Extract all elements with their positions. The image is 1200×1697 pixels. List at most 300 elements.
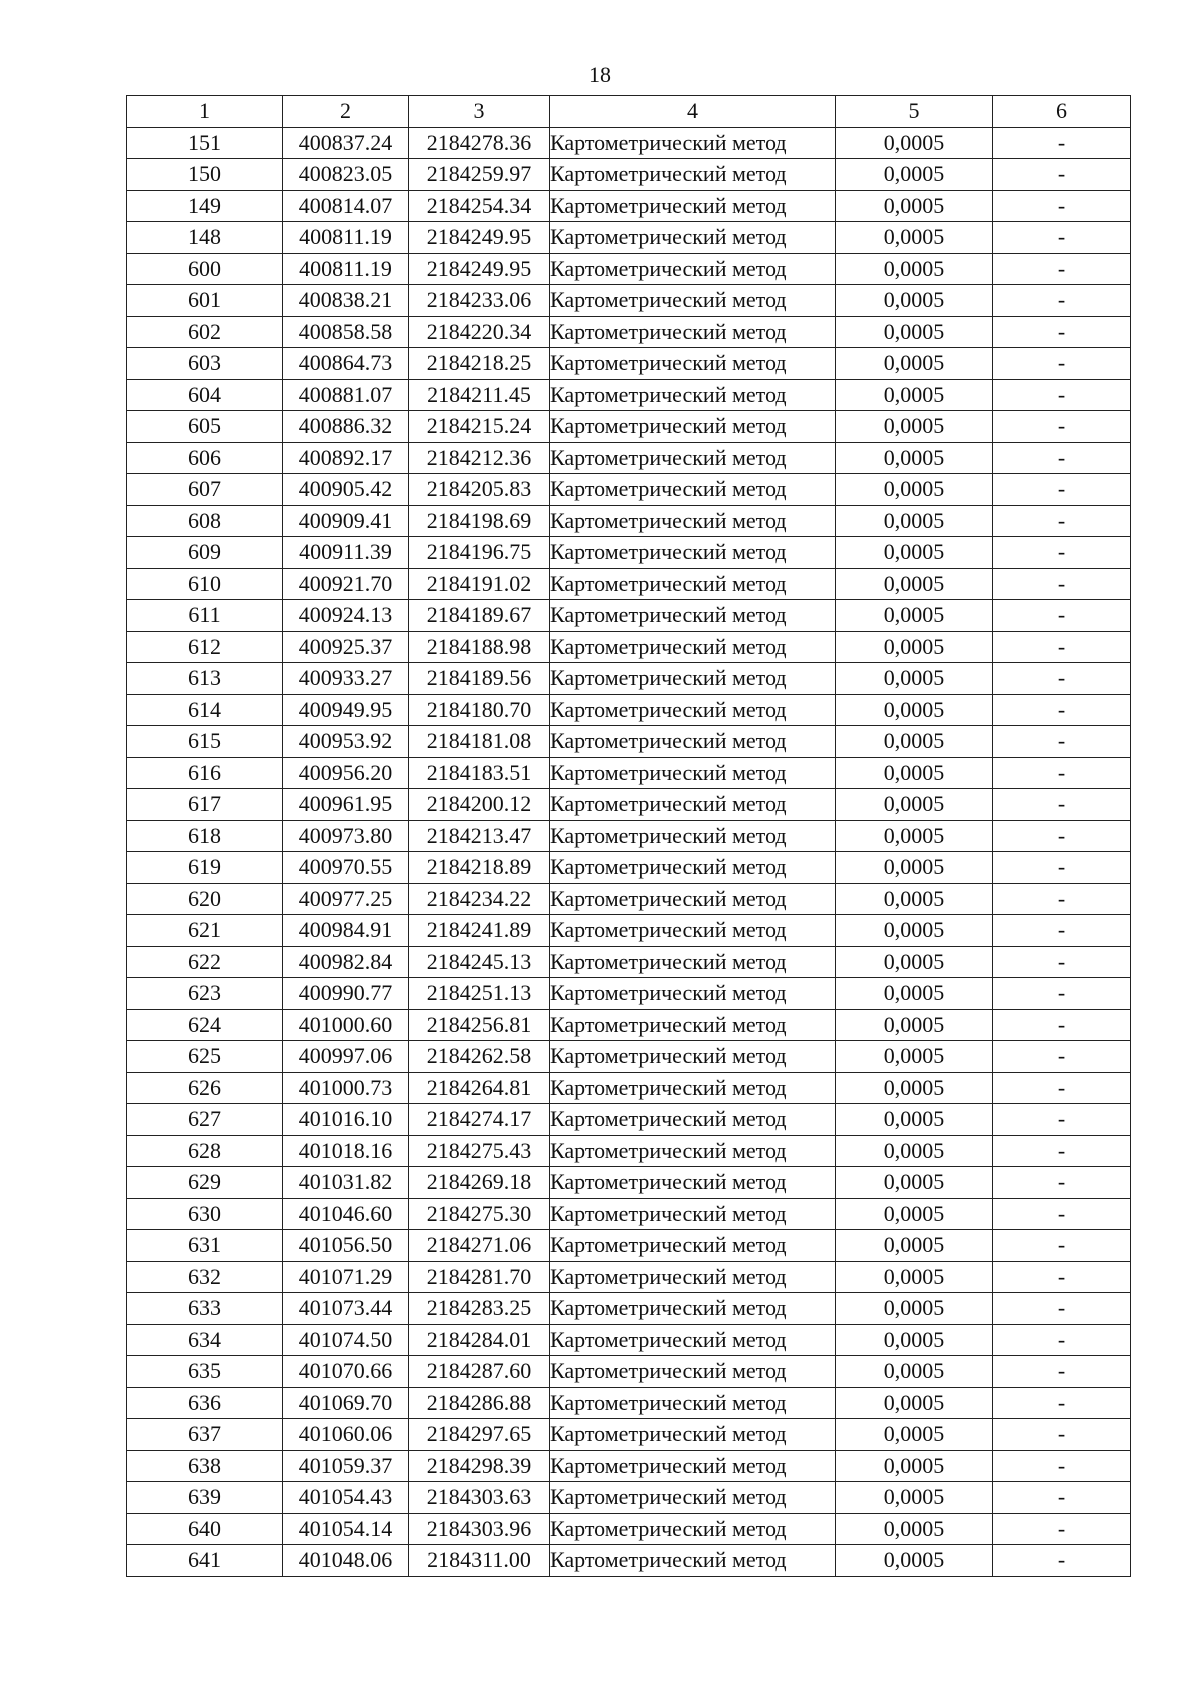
point-number-cell: 640 bbox=[127, 1513, 283, 1545]
note-cell: - bbox=[993, 1293, 1131, 1325]
table-row bbox=[127, 379, 1131, 411]
method-cell: Картометрический метод bbox=[550, 1419, 836, 1451]
x-coordinate-cell: 400933.27 bbox=[283, 663, 409, 695]
accuracy-cell: 0,0005 bbox=[836, 978, 993, 1010]
y-coordinate-cell: 2184303.96 bbox=[409, 1513, 550, 1545]
accuracy-cell: 0,0005 bbox=[836, 1135, 993, 1167]
y-coordinate-cell: 2184215.24 bbox=[409, 411, 550, 443]
method-cell: Картометрический метод bbox=[550, 852, 836, 884]
x-coordinate-cell: 400886.32 bbox=[283, 411, 409, 443]
note-cell: - bbox=[993, 694, 1131, 726]
point-number-cell: 637 bbox=[127, 1419, 283, 1451]
accuracy-cell: 0,0005 bbox=[836, 726, 993, 758]
method-cell: Картометрический метод bbox=[550, 253, 836, 285]
x-coordinate-cell: 400997.06 bbox=[283, 1041, 409, 1073]
method-cell: Картометрический метод bbox=[550, 1072, 836, 1104]
accuracy-cell: 0,0005 bbox=[836, 1198, 993, 1230]
accuracy-cell: 0,0005 bbox=[836, 1104, 993, 1136]
note-cell: - bbox=[993, 1072, 1131, 1104]
note-cell: - bbox=[993, 600, 1131, 632]
x-coordinate-cell: 400924.13 bbox=[283, 600, 409, 632]
y-coordinate-cell: 2184286.88 bbox=[409, 1387, 550, 1419]
point-number-cell: 622 bbox=[127, 946, 283, 978]
y-coordinate-cell: 2184213.47 bbox=[409, 820, 550, 852]
point-number-cell: 638 bbox=[127, 1450, 283, 1482]
y-coordinate-cell: 2184274.17 bbox=[409, 1104, 550, 1136]
point-number-cell: 627 bbox=[127, 1104, 283, 1136]
y-coordinate-cell: 2184256.81 bbox=[409, 1009, 550, 1041]
accuracy-cell: 0,0005 bbox=[836, 253, 993, 285]
x-coordinate-cell: 400911.39 bbox=[283, 537, 409, 569]
point-number-cell: 626 bbox=[127, 1072, 283, 1104]
note-cell: - bbox=[993, 1482, 1131, 1514]
note-cell: - bbox=[993, 1419, 1131, 1451]
y-coordinate-cell: 2184275.30 bbox=[409, 1198, 550, 1230]
y-coordinate-cell: 2184249.95 bbox=[409, 253, 550, 285]
x-coordinate-cell: 401060.06 bbox=[283, 1419, 409, 1451]
table-row bbox=[127, 1198, 1131, 1230]
table-row bbox=[127, 285, 1131, 317]
x-coordinate-cell: 400984.91 bbox=[283, 915, 409, 947]
method-cell: Картометрический метод bbox=[550, 1513, 836, 1545]
page-number: 18 bbox=[589, 62, 611, 87]
note-cell: - bbox=[993, 663, 1131, 695]
y-coordinate-cell: 2184303.63 bbox=[409, 1482, 550, 1514]
x-coordinate-cell: 401059.37 bbox=[283, 1450, 409, 1482]
note-cell: - bbox=[993, 1167, 1131, 1199]
x-coordinate-cell: 400953.92 bbox=[283, 726, 409, 758]
method-cell: Картометрический метод bbox=[550, 1545, 836, 1577]
x-coordinate-cell: 400970.55 bbox=[283, 852, 409, 884]
accuracy-cell: 0,0005 bbox=[836, 505, 993, 537]
point-number-cell: 620 bbox=[127, 883, 283, 915]
y-coordinate-cell: 2184218.89 bbox=[409, 852, 550, 884]
point-number-cell: 629 bbox=[127, 1167, 283, 1199]
table-row bbox=[127, 1009, 1131, 1041]
y-coordinate-cell: 2184191.02 bbox=[409, 568, 550, 600]
y-coordinate-cell: 2184180.70 bbox=[409, 694, 550, 726]
y-coordinate-cell: 2184278.36 bbox=[409, 127, 550, 159]
accuracy-cell: 0,0005 bbox=[836, 442, 993, 474]
accuracy-cell: 0,0005 bbox=[836, 285, 993, 317]
accuracy-cell: 0,0005 bbox=[836, 348, 993, 380]
y-coordinate-cell: 2184264.81 bbox=[409, 1072, 550, 1104]
note-cell: - bbox=[993, 1356, 1131, 1388]
note-cell: - bbox=[993, 316, 1131, 348]
header-row bbox=[127, 96, 1131, 128]
point-number-cell: 628 bbox=[127, 1135, 283, 1167]
method-cell: Картометрический метод bbox=[550, 568, 836, 600]
x-coordinate-cell: 400949.95 bbox=[283, 694, 409, 726]
point-number-cell: 621 bbox=[127, 915, 283, 947]
x-coordinate-cell: 401069.70 bbox=[283, 1387, 409, 1419]
note-cell: - bbox=[993, 852, 1131, 884]
y-coordinate-cell: 2184245.13 bbox=[409, 946, 550, 978]
table-row bbox=[127, 694, 1131, 726]
accuracy-cell: 0,0005 bbox=[836, 1167, 993, 1199]
y-coordinate-cell: 2184271.06 bbox=[409, 1230, 550, 1262]
table-row bbox=[127, 1293, 1131, 1325]
y-coordinate-cell: 2184196.75 bbox=[409, 537, 550, 569]
table-row bbox=[127, 127, 1131, 159]
x-coordinate-cell: 400838.21 bbox=[283, 285, 409, 317]
note-cell: - bbox=[993, 789, 1131, 821]
point-number-cell: 636 bbox=[127, 1387, 283, 1419]
table-row bbox=[127, 631, 1131, 663]
y-coordinate-cell: 2184220.34 bbox=[409, 316, 550, 348]
method-cell: Картометрический метод bbox=[550, 726, 836, 758]
accuracy-cell: 0,0005 bbox=[836, 568, 993, 600]
note-cell: - bbox=[993, 883, 1131, 915]
method-cell: Картометрический метод bbox=[550, 285, 836, 317]
note-cell: - bbox=[993, 285, 1131, 317]
note-cell: - bbox=[993, 127, 1131, 159]
point-number-cell: 610 bbox=[127, 568, 283, 600]
note-cell: - bbox=[993, 159, 1131, 191]
accuracy-cell: 0,0005 bbox=[836, 946, 993, 978]
method-cell: Картометрический метод bbox=[550, 789, 836, 821]
note-cell: - bbox=[993, 348, 1131, 380]
accuracy-cell: 0,0005 bbox=[836, 757, 993, 789]
table-row bbox=[127, 1513, 1131, 1545]
accuracy-cell: 0,0005 bbox=[836, 1230, 993, 1262]
x-coordinate-cell: 401046.60 bbox=[283, 1198, 409, 1230]
y-coordinate-cell: 2184188.98 bbox=[409, 631, 550, 663]
method-cell: Картометрический метод bbox=[550, 505, 836, 537]
point-number-cell: 616 bbox=[127, 757, 283, 789]
note-cell: - bbox=[993, 442, 1131, 474]
accuracy-cell: 0,0005 bbox=[836, 1261, 993, 1293]
note-cell: - bbox=[993, 726, 1131, 758]
y-coordinate-cell: 2184212.36 bbox=[409, 442, 550, 474]
table-row bbox=[127, 568, 1131, 600]
point-number-cell: 634 bbox=[127, 1324, 283, 1356]
point-number-cell: 601 bbox=[127, 285, 283, 317]
point-number-cell: 603 bbox=[127, 348, 283, 380]
note-cell: - bbox=[993, 222, 1131, 254]
point-number-cell: 617 bbox=[127, 789, 283, 821]
x-coordinate-cell: 401031.82 bbox=[283, 1167, 409, 1199]
point-number-cell: 630 bbox=[127, 1198, 283, 1230]
accuracy-cell: 0,0005 bbox=[836, 190, 993, 222]
method-cell: Картометрический метод bbox=[550, 1041, 836, 1073]
table-body bbox=[127, 127, 1131, 1576]
accuracy-cell: 0,0005 bbox=[836, 379, 993, 411]
y-coordinate-cell: 2184200.12 bbox=[409, 789, 550, 821]
note-cell: - bbox=[993, 1135, 1131, 1167]
note-cell: - bbox=[993, 411, 1131, 443]
x-coordinate-cell: 401000.60 bbox=[283, 1009, 409, 1041]
table-row bbox=[127, 883, 1131, 915]
accuracy-cell: 0,0005 bbox=[836, 600, 993, 632]
table-row bbox=[127, 505, 1131, 537]
x-coordinate-cell: 400973.80 bbox=[283, 820, 409, 852]
x-coordinate-cell: 400811.19 bbox=[283, 222, 409, 254]
note-cell: - bbox=[993, 1513, 1131, 1545]
note-cell: - bbox=[993, 1545, 1131, 1577]
method-cell: Картометрический метод bbox=[550, 1482, 836, 1514]
method-cell: Картометрический метод bbox=[550, 663, 836, 695]
note-cell: - bbox=[993, 1387, 1131, 1419]
method-cell: Картометрический метод bbox=[550, 820, 836, 852]
y-coordinate-cell: 2184284.01 bbox=[409, 1324, 550, 1356]
x-coordinate-cell: 400956.20 bbox=[283, 757, 409, 789]
note-cell: - bbox=[993, 1104, 1131, 1136]
x-coordinate-cell: 400864.73 bbox=[283, 348, 409, 380]
accuracy-cell: 0,0005 bbox=[836, 694, 993, 726]
accuracy-cell: 0,0005 bbox=[836, 1419, 993, 1451]
table-row bbox=[127, 726, 1131, 758]
accuracy-cell: 0,0005 bbox=[836, 915, 993, 947]
x-coordinate-cell: 401073.44 bbox=[283, 1293, 409, 1325]
point-number-cell: 625 bbox=[127, 1041, 283, 1073]
point-number-cell: 151 bbox=[127, 127, 283, 159]
table-row bbox=[127, 852, 1131, 884]
note-cell: - bbox=[993, 379, 1131, 411]
x-coordinate-cell: 401074.50 bbox=[283, 1324, 409, 1356]
table-row bbox=[127, 348, 1131, 380]
accuracy-cell: 0,0005 bbox=[836, 1482, 993, 1514]
accuracy-cell: 0,0005 bbox=[836, 1450, 993, 1482]
accuracy-cell: 0,0005 bbox=[836, 316, 993, 348]
table-row bbox=[127, 1545, 1131, 1577]
table-row bbox=[127, 222, 1131, 254]
y-coordinate-cell: 2184183.51 bbox=[409, 757, 550, 789]
point-number-cell: 609 bbox=[127, 537, 283, 569]
y-coordinate-cell: 2184205.83 bbox=[409, 474, 550, 506]
method-cell: Картометрический метод bbox=[550, 1230, 836, 1262]
point-number-cell: 633 bbox=[127, 1293, 283, 1325]
x-coordinate-cell: 401054.43 bbox=[283, 1482, 409, 1514]
y-coordinate-cell: 2184259.97 bbox=[409, 159, 550, 191]
method-cell: Картометрический метод bbox=[550, 159, 836, 191]
accuracy-cell: 0,0005 bbox=[836, 663, 993, 695]
x-coordinate-cell: 401048.06 bbox=[283, 1545, 409, 1577]
point-number-cell: 619 bbox=[127, 852, 283, 884]
note-cell: - bbox=[993, 568, 1131, 600]
table-row bbox=[127, 757, 1131, 789]
x-coordinate-cell: 400823.05 bbox=[283, 159, 409, 191]
note-cell: - bbox=[993, 1450, 1131, 1482]
x-coordinate-cell: 401070.66 bbox=[283, 1356, 409, 1388]
accuracy-cell: 0,0005 bbox=[836, 789, 993, 821]
method-cell: Картометрический метод bbox=[550, 127, 836, 159]
method-cell: Картометрический метод bbox=[550, 316, 836, 348]
y-coordinate-cell: 2184234.22 bbox=[409, 883, 550, 915]
method-cell: Картометрический метод bbox=[550, 600, 836, 632]
table-row bbox=[127, 978, 1131, 1010]
table-row bbox=[127, 190, 1131, 222]
accuracy-cell: 0,0005 bbox=[836, 1293, 993, 1325]
x-coordinate-cell: 400909.41 bbox=[283, 505, 409, 537]
method-cell: Картометрический метод bbox=[550, 442, 836, 474]
x-coordinate-cell: 400858.58 bbox=[283, 316, 409, 348]
note-cell: - bbox=[993, 1324, 1131, 1356]
note-cell: - bbox=[993, 505, 1131, 537]
y-coordinate-cell: 2184281.70 bbox=[409, 1261, 550, 1293]
accuracy-cell: 0,0005 bbox=[836, 474, 993, 506]
y-coordinate-cell: 2184251.13 bbox=[409, 978, 550, 1010]
point-number-cell: 624 bbox=[127, 1009, 283, 1041]
point-number-cell: 611 bbox=[127, 600, 283, 632]
point-number-cell: 631 bbox=[127, 1230, 283, 1262]
method-cell: Картометрический метод bbox=[550, 537, 836, 569]
method-cell: Картометрический метод bbox=[550, 222, 836, 254]
table-row bbox=[127, 1104, 1131, 1136]
table-row bbox=[127, 411, 1131, 443]
accuracy-cell: 0,0005 bbox=[836, 852, 993, 884]
table-row bbox=[127, 442, 1131, 474]
column-header-5: 5 bbox=[836, 96, 993, 128]
y-coordinate-cell: 2184218.25 bbox=[409, 348, 550, 380]
method-cell: Картометрический метод bbox=[550, 1198, 836, 1230]
point-number-cell: 607 bbox=[127, 474, 283, 506]
y-coordinate-cell: 2184269.18 bbox=[409, 1167, 550, 1199]
table-row bbox=[127, 946, 1131, 978]
table-row bbox=[127, 1356, 1131, 1388]
y-coordinate-cell: 2184181.08 bbox=[409, 726, 550, 758]
note-cell: - bbox=[993, 190, 1131, 222]
table-row bbox=[127, 1135, 1131, 1167]
point-number-cell: 623 bbox=[127, 978, 283, 1010]
x-coordinate-cell: 401054.14 bbox=[283, 1513, 409, 1545]
method-cell: Картометрический метод bbox=[550, 190, 836, 222]
y-coordinate-cell: 2184254.34 bbox=[409, 190, 550, 222]
accuracy-cell: 0,0005 bbox=[836, 883, 993, 915]
y-coordinate-cell: 2184311.00 bbox=[409, 1545, 550, 1577]
point-number-cell: 602 bbox=[127, 316, 283, 348]
table-row bbox=[127, 159, 1131, 191]
table-row bbox=[127, 663, 1131, 695]
accuracy-cell: 0,0005 bbox=[836, 1324, 993, 1356]
point-number-cell: 641 bbox=[127, 1545, 283, 1577]
table-row bbox=[127, 1261, 1131, 1293]
x-coordinate-cell: 400982.84 bbox=[283, 946, 409, 978]
accuracy-cell: 0,0005 bbox=[836, 222, 993, 254]
method-cell: Картометрический метод bbox=[550, 1167, 836, 1199]
x-coordinate-cell: 400814.07 bbox=[283, 190, 409, 222]
y-coordinate-cell: 2184241.89 bbox=[409, 915, 550, 947]
accuracy-cell: 0,0005 bbox=[836, 631, 993, 663]
table-row bbox=[127, 1482, 1131, 1514]
method-cell: Картометрический метод bbox=[550, 379, 836, 411]
x-coordinate-cell: 400977.25 bbox=[283, 883, 409, 915]
point-number-cell: 604 bbox=[127, 379, 283, 411]
method-cell: Картометрический метод bbox=[550, 915, 836, 947]
method-cell: Картометрический метод bbox=[550, 1135, 836, 1167]
accuracy-cell: 0,0005 bbox=[836, 1545, 993, 1577]
y-coordinate-cell: 2184275.43 bbox=[409, 1135, 550, 1167]
y-coordinate-cell: 2184249.95 bbox=[409, 222, 550, 254]
method-cell: Картометрический метод bbox=[550, 411, 836, 443]
note-cell: - bbox=[993, 474, 1131, 506]
method-cell: Картометрический метод bbox=[550, 1324, 836, 1356]
x-coordinate-cell: 401071.29 bbox=[283, 1261, 409, 1293]
point-number-cell: 639 bbox=[127, 1482, 283, 1514]
note-cell: - bbox=[993, 537, 1131, 569]
table-row bbox=[127, 1072, 1131, 1104]
column-header-4: 4 bbox=[550, 96, 836, 128]
table-row bbox=[127, 1419, 1131, 1451]
note-cell: - bbox=[993, 978, 1131, 1010]
table-row bbox=[127, 820, 1131, 852]
y-coordinate-cell: 2184297.65 bbox=[409, 1419, 550, 1451]
x-coordinate-cell: 400811.19 bbox=[283, 253, 409, 285]
x-coordinate-cell: 401056.50 bbox=[283, 1230, 409, 1262]
point-number-cell: 614 bbox=[127, 694, 283, 726]
note-cell: - bbox=[993, 1041, 1131, 1073]
y-coordinate-cell: 2184287.60 bbox=[409, 1356, 550, 1388]
x-coordinate-cell: 401000.73 bbox=[283, 1072, 409, 1104]
method-cell: Картометрический метод bbox=[550, 474, 836, 506]
method-cell: Картометрический метод bbox=[550, 883, 836, 915]
table-row bbox=[127, 600, 1131, 632]
point-number-cell: 605 bbox=[127, 411, 283, 443]
method-cell: Картометрический метод bbox=[550, 694, 836, 726]
note-cell: - bbox=[993, 1009, 1131, 1041]
table-row bbox=[127, 1041, 1131, 1073]
x-coordinate-cell: 400921.70 bbox=[283, 568, 409, 600]
method-cell: Картометрический метод bbox=[550, 1104, 836, 1136]
point-number-cell: 618 bbox=[127, 820, 283, 852]
accuracy-cell: 0,0005 bbox=[836, 127, 993, 159]
y-coordinate-cell: 2184233.06 bbox=[409, 285, 550, 317]
point-number-cell: 635 bbox=[127, 1356, 283, 1388]
table-row bbox=[127, 253, 1131, 285]
table-row bbox=[127, 1167, 1131, 1199]
table-row bbox=[127, 1387, 1131, 1419]
accuracy-cell: 0,0005 bbox=[836, 411, 993, 443]
point-number-cell: 612 bbox=[127, 631, 283, 663]
point-number-cell: 613 bbox=[127, 663, 283, 695]
x-coordinate-cell: 400892.17 bbox=[283, 442, 409, 474]
table-row bbox=[127, 474, 1131, 506]
note-cell: - bbox=[993, 946, 1131, 978]
column-header-3: 3 bbox=[409, 96, 550, 128]
x-coordinate-cell: 401018.16 bbox=[283, 1135, 409, 1167]
accuracy-cell: 0,0005 bbox=[836, 1041, 993, 1073]
note-cell: - bbox=[993, 631, 1131, 663]
method-cell: Картометрический метод bbox=[550, 1356, 836, 1388]
accuracy-cell: 0,0005 bbox=[836, 537, 993, 569]
note-cell: - bbox=[993, 1261, 1131, 1293]
note-cell: - bbox=[993, 757, 1131, 789]
x-coordinate-cell: 400990.77 bbox=[283, 978, 409, 1010]
y-coordinate-cell: 2184298.39 bbox=[409, 1450, 550, 1482]
point-number-cell: 148 bbox=[127, 222, 283, 254]
table-row bbox=[127, 789, 1131, 821]
accuracy-cell: 0,0005 bbox=[836, 1072, 993, 1104]
point-number-cell: 149 bbox=[127, 190, 283, 222]
table-row bbox=[127, 1450, 1131, 1482]
method-cell: Картометрический метод bbox=[550, 348, 836, 380]
x-coordinate-cell: 400961.95 bbox=[283, 789, 409, 821]
point-number-cell: 615 bbox=[127, 726, 283, 758]
note-cell: - bbox=[993, 1230, 1131, 1262]
x-coordinate-cell: 400837.24 bbox=[283, 127, 409, 159]
point-number-cell: 606 bbox=[127, 442, 283, 474]
y-coordinate-cell: 2184198.69 bbox=[409, 505, 550, 537]
method-cell: Картометрический метод bbox=[550, 1009, 836, 1041]
method-cell: Картометрический метод bbox=[550, 946, 836, 978]
x-coordinate-cell: 401016.10 bbox=[283, 1104, 409, 1136]
table-row bbox=[127, 537, 1131, 569]
column-header-1: 1 bbox=[127, 96, 283, 128]
method-cell: Картометрический метод bbox=[550, 1450, 836, 1482]
table-row bbox=[127, 1230, 1131, 1262]
point-number-cell: 150 bbox=[127, 159, 283, 191]
note-cell: - bbox=[993, 253, 1131, 285]
